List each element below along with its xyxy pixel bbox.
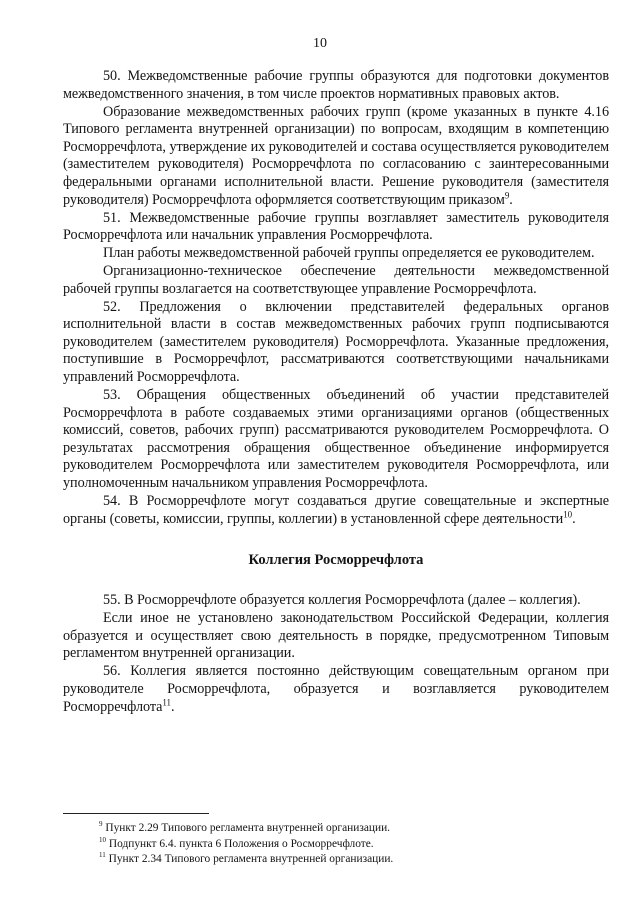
paragraph: 53. Обращения общественных объединений об участии представителей Росморречфлота в работе создаваемых этими организациями органов (общественных комиссий, советов, рабочих групп) рассматриваются руководителем Росморречфлота. О результатах рассмотрения обращения общественное объединение информируется руководителем Росморречфлота или заместителем руководителя Росморречфлота, или уполномоченным начальником управления Росморречфлота. <box>63 387 609 491</box>
paragraph: Организационно-техническое обеспечение деятельности межведомственной рабочей группы возлагается на соответствующее управление Росморречфлота. <box>63 263 609 297</box>
footnote: $^{11}$ Пункт 2.34 Типового регламента внутренней организации. <box>99 851 394 866</box>
paragraph: 50. Межведомственные рабочие группы образуются для подготовки документов межведомственного значения, в том числе проектов нормативных правовых актов. <box>63 68 609 102</box>
footnote-separator <box>63 813 209 814</box>
paragraph: 55. В Росморречфлоте образуется коллегия Росморречфлота (далее – коллегия). <box>103 592 581 609</box>
footnote: $^{10}$ Подпункт 6.4. пункта 6 Положения о Росморречфлоте. <box>99 835 374 850</box>
footnotes <box>63 813 609 868</box>
paragraph: 51. Межведомственные рабочие группы возглавляет заместитель руководителя Росморречфлота или начальник управления Росморречфлота. <box>63 209 609 244</box>
footnote-ref: 9 <box>504 189 510 200</box>
paragraph: Образование межведомственных рабочих групп (кроме указанных в пункте 4.16 Типового регламента внутренней организации) по вопросам, входящим в компетенцию Росморречфлота, утверждение их руководителей и состава осуществляется руководителем (заместителем руководителя) Росморречфлота по согласованию с заинтересованными федеральными органами исполнительной власти. Решение руководителя (заместителя руководителя) Росморречфлота оформляется соответствующим приказом$^9$. <box>63 103 609 208</box>
footnote-ref: 10 <box>563 508 573 519</box>
paragraph: 56. Коллегия является постоянно действующим совещательным органом при руководителе Росморречфлота, образуется и возглавляется руководителем Росморречфлота$^{11}$. <box>63 663 609 715</box>
paragraphs-bottom <box>63 592 609 716</box>
paragraph: Если иное не установлено законодательством Российской Федерации, коллегия образуется и осуществляет свою деятельность в порядке, предусмотренном Типовым регламентом внутренней организации. <box>63 610 609 662</box>
page-number: 10 <box>313 36 327 51</box>
footnote-ref: 11 <box>162 696 171 707</box>
paragraph: План работы межведомственной рабочей группы определяется ее руководителем. <box>103 245 595 262</box>
footnote: $^9$ Пункт 2.29 Типового регламента внутренней организации. <box>99 820 391 834</box>
paragraph: 54. В Росморречфлоте могут создаваться другие совещательные и экспертные органы (советы, комиссии, группы, коллегии) в установленной сфере деятельности$^{10}$. <box>63 492 609 527</box>
paragraphs-top <box>63 68 609 528</box>
document-body <box>63 68 609 716</box>
paragraph: 52. Предложения о включении представителей федеральных органов исполнительной власти в состав межведомственных рабочих групп подписываются руководителем (заместителем руководителя) Росморречфлота. Указанные предложения, поступившие в Росморречфлот, рассматриваются соответствующими начальниками управлений Росморречфлота. <box>63 298 609 386</box>
section-heading: Коллегия Росморречфлота <box>248 552 424 569</box>
